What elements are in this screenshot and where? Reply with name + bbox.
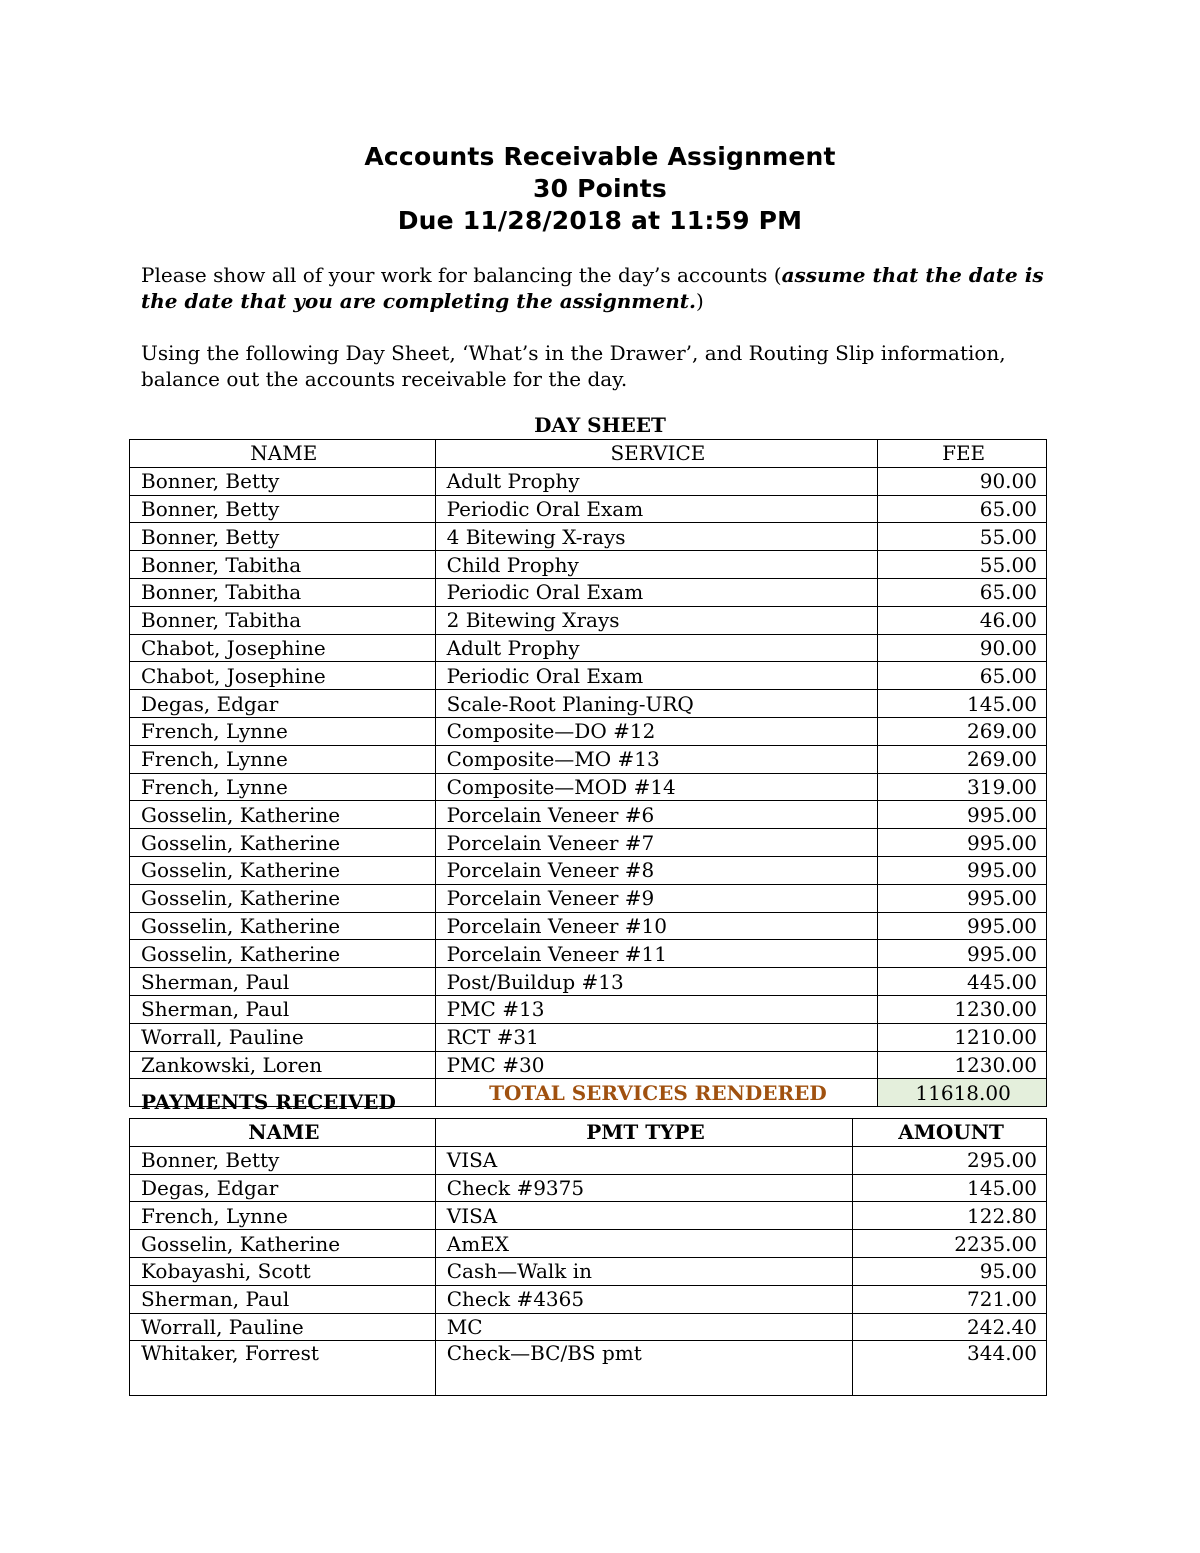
fee-cell: 995.00: [878, 884, 1047, 912]
service-cell: Periodic Oral Exam: [435, 578, 878, 606]
patient-name-cell: Bonner, Betty: [130, 467, 436, 495]
service-cell: Periodic Oral Exam: [435, 495, 878, 523]
day-sheet-header-row: [130, 440, 1047, 468]
patient-name-cell: Sherman, Paul: [130, 995, 436, 1023]
fee-cell: 995.00: [878, 801, 1047, 829]
service-cell: RCT #31: [435, 1023, 878, 1051]
payment-type-cell: VISA: [435, 1202, 852, 1230]
payments-received-title: PAYMENTS RECEIVED: [141, 1090, 396, 1114]
table-row: [130, 940, 1047, 968]
fee-cell: 90.00: [878, 634, 1047, 662]
patient-name-cell: French, Lynne: [130, 717, 436, 745]
patient-name-cell: Gosselin, Katherine: [130, 856, 436, 884]
patient-name-cell: French, Lynne: [130, 773, 436, 801]
fee-cell: 65.00: [878, 578, 1047, 606]
table-row: [130, 1341, 1047, 1396]
patient-name-cell: French, Lynne: [130, 1202, 436, 1230]
table-row: [130, 745, 1047, 773]
service-cell: Porcelain Veneer #8: [435, 856, 878, 884]
table-row: [130, 1230, 1047, 1258]
service-cell: Adult Prophy: [435, 467, 878, 495]
table-row: [130, 912, 1047, 940]
service-cell: Porcelain Veneer #11: [435, 940, 878, 968]
patient-name-cell: Chabot, Josephine: [130, 662, 436, 690]
amount-cell: 2235.00: [853, 1230, 1047, 1258]
service-cell: PMC #30: [435, 1051, 878, 1079]
column-header-pmt-type: PMT TYPE: [435, 1119, 852, 1147]
amount-cell: 145.00: [853, 1174, 1047, 1202]
service-cell: Adult Prophy: [435, 634, 878, 662]
patient-name-cell: Degas, Edgar: [130, 690, 436, 718]
patient-name-cell: Gosselin, Katherine: [130, 1230, 436, 1258]
table-row: [130, 856, 1047, 884]
fee-cell: 1230.00: [878, 995, 1047, 1023]
instructions-emphasis: assume that the date is the date that you are completing the assignment.: [141, 263, 1044, 313]
table-row: [130, 551, 1047, 579]
table-row: [130, 1285, 1047, 1313]
table-row: [130, 662, 1047, 690]
patient-name-cell: Bonner, Tabitha: [130, 606, 436, 634]
table-row: [130, 1023, 1047, 1051]
points-line: 30 Points: [533, 174, 667, 203]
fee-cell: 995.00: [878, 940, 1047, 968]
table-row: [130, 1257, 1047, 1285]
instructions-text: Please show all of your work for balancing the day’s accounts (: [141, 263, 782, 287]
fee-cell: 65.00: [878, 495, 1047, 523]
table-row: [130, 578, 1047, 606]
payment-type-cell: VISA: [435, 1146, 852, 1174]
service-cell: Composite—MOD #14: [435, 773, 878, 801]
patient-name-cell: Gosselin, Katherine: [130, 829, 436, 857]
patient-name-cell: Gosselin, Katherine: [130, 940, 436, 968]
table-row: [130, 1174, 1047, 1202]
service-cell: 4 Bitewing X-rays: [435, 523, 878, 551]
table-row: [130, 884, 1047, 912]
amount-cell: 295.00: [853, 1146, 1047, 1174]
payment-type-cell: Check #9375: [435, 1174, 852, 1202]
service-cell: Periodic Oral Exam: [435, 662, 878, 690]
table-row: [130, 495, 1047, 523]
payment-type-cell: MC: [435, 1313, 852, 1341]
table-row: [130, 773, 1047, 801]
service-cell: 2 Bitewing Xrays: [435, 606, 878, 634]
total-services-value: 11618.00: [878, 1079, 1047, 1107]
instructions-paragraph-2: Using the following Day Sheet, ‘What’s in the Drawer’, and Routing Slip information, balance out the accounts receivable for the day.: [141, 341, 1006, 391]
column-header-name: NAME: [130, 440, 436, 468]
amount-cell: 122.80: [853, 1202, 1047, 1230]
table-row: [130, 1146, 1047, 1174]
payments-table: [129, 1118, 1047, 1396]
patient-name-cell: Bonner, Tabitha: [130, 578, 436, 606]
service-cell: Porcelain Veneer #10: [435, 912, 878, 940]
payment-type-cell: Check—BC/BS pmt: [435, 1341, 852, 1396]
column-header-service: SERVICE: [435, 440, 878, 468]
table-row: [130, 1051, 1047, 1079]
patient-name-cell: Zankowski, Loren: [130, 1051, 436, 1079]
service-cell: Composite—DO #12: [435, 717, 878, 745]
patient-name-cell: Gosselin, Katherine: [130, 912, 436, 940]
day-sheet-title: DAY SHEET: [534, 413, 666, 437]
patient-name-cell: Sherman, Paul: [130, 968, 436, 996]
table-row: [130, 801, 1047, 829]
service-cell: Porcelain Veneer #7: [435, 829, 878, 857]
fee-cell: 995.00: [878, 912, 1047, 940]
table-row: [130, 995, 1047, 1023]
instructions-paragraph-1: [141, 262, 1061, 314]
payment-type-cell: AmEX: [435, 1230, 852, 1258]
table-row: [130, 467, 1047, 495]
table-row: [130, 606, 1047, 634]
service-cell: Scale-Root Planing-URQ: [435, 690, 878, 718]
total-services-label: TOTAL SERVICES RENDERED: [435, 1079, 878, 1107]
payment-type-cell: Cash—Walk in: [435, 1257, 852, 1285]
fee-cell: 995.00: [878, 856, 1047, 884]
instructions-close-paren: ): [695, 289, 704, 313]
fee-cell: 90.00: [878, 467, 1047, 495]
amount-cell: 344.00: [853, 1341, 1047, 1396]
fee-cell: 55.00: [878, 523, 1047, 551]
column-header-fee: FEE: [878, 440, 1047, 468]
fee-cell: 55.00: [878, 551, 1047, 579]
patient-name-cell: Bonner, Betty: [130, 495, 436, 523]
patient-name-cell: Worrall, Pauline: [130, 1023, 436, 1051]
fee-cell: 269.00: [878, 717, 1047, 745]
patient-name-cell: Chabot, Josephine: [130, 634, 436, 662]
fee-cell: 319.00: [878, 773, 1047, 801]
service-cell: Porcelain Veneer #9: [435, 884, 878, 912]
table-row: [130, 968, 1047, 996]
amount-cell: 242.40: [853, 1313, 1047, 1341]
patient-name-cell: Gosselin, Katherine: [130, 884, 436, 912]
patient-name-cell: Bonner, Betty: [130, 1146, 436, 1174]
table-row: [130, 523, 1047, 551]
payments-header-row: [130, 1119, 1047, 1147]
document-title: Accounts Receivable Assignment: [364, 142, 836, 171]
day-sheet-table: [129, 439, 1047, 1107]
amount-cell: 721.00: [853, 1285, 1047, 1313]
table-row: [130, 1202, 1047, 1230]
service-cell: Child Prophy: [435, 551, 878, 579]
fee-cell: 65.00: [878, 662, 1047, 690]
table-row: [130, 1313, 1047, 1341]
fee-cell: 995.00: [878, 829, 1047, 857]
fee-cell: 1230.00: [878, 1051, 1047, 1079]
fee-cell: 1210.00: [878, 1023, 1047, 1051]
fee-cell: 445.00: [878, 968, 1047, 996]
patient-name-cell: French, Lynne: [130, 745, 436, 773]
due-date-line: Due 11/28/2018 at 11:59 PM: [397, 206, 803, 235]
amount-cell: 95.00: [853, 1257, 1047, 1285]
patient-name-cell: Whitaker, Forrest: [130, 1341, 436, 1396]
column-header-amount: AMOUNT: [853, 1119, 1047, 1147]
table-row: [130, 717, 1047, 745]
fee-cell: 46.00: [878, 606, 1047, 634]
fee-cell: 269.00: [878, 745, 1047, 773]
payment-type-cell: Check #4365: [435, 1285, 852, 1313]
service-cell: Post/Buildup #13: [435, 968, 878, 996]
patient-name-cell: Degas, Edgar: [130, 1174, 436, 1202]
patient-name-cell: Gosselin, Katherine: [130, 801, 436, 829]
fee-cell: 145.00: [878, 690, 1047, 718]
column-header-name: NAME: [130, 1119, 436, 1147]
patient-name-cell: Bonner, Tabitha: [130, 551, 436, 579]
patient-name-cell: Bonner, Betty: [130, 523, 436, 551]
service-cell: PMC #13: [435, 995, 878, 1023]
table-row: [130, 690, 1047, 718]
table-row: [130, 829, 1047, 857]
patient-name-cell: Worrall, Pauline: [130, 1313, 436, 1341]
service-cell: Porcelain Veneer #6: [435, 801, 878, 829]
patient-name-cell: Sherman, Paul: [130, 1285, 436, 1313]
table-row: [130, 634, 1047, 662]
patient-name-cell: Kobayashi, Scott: [130, 1257, 436, 1285]
service-cell: Composite—MO #13: [435, 745, 878, 773]
